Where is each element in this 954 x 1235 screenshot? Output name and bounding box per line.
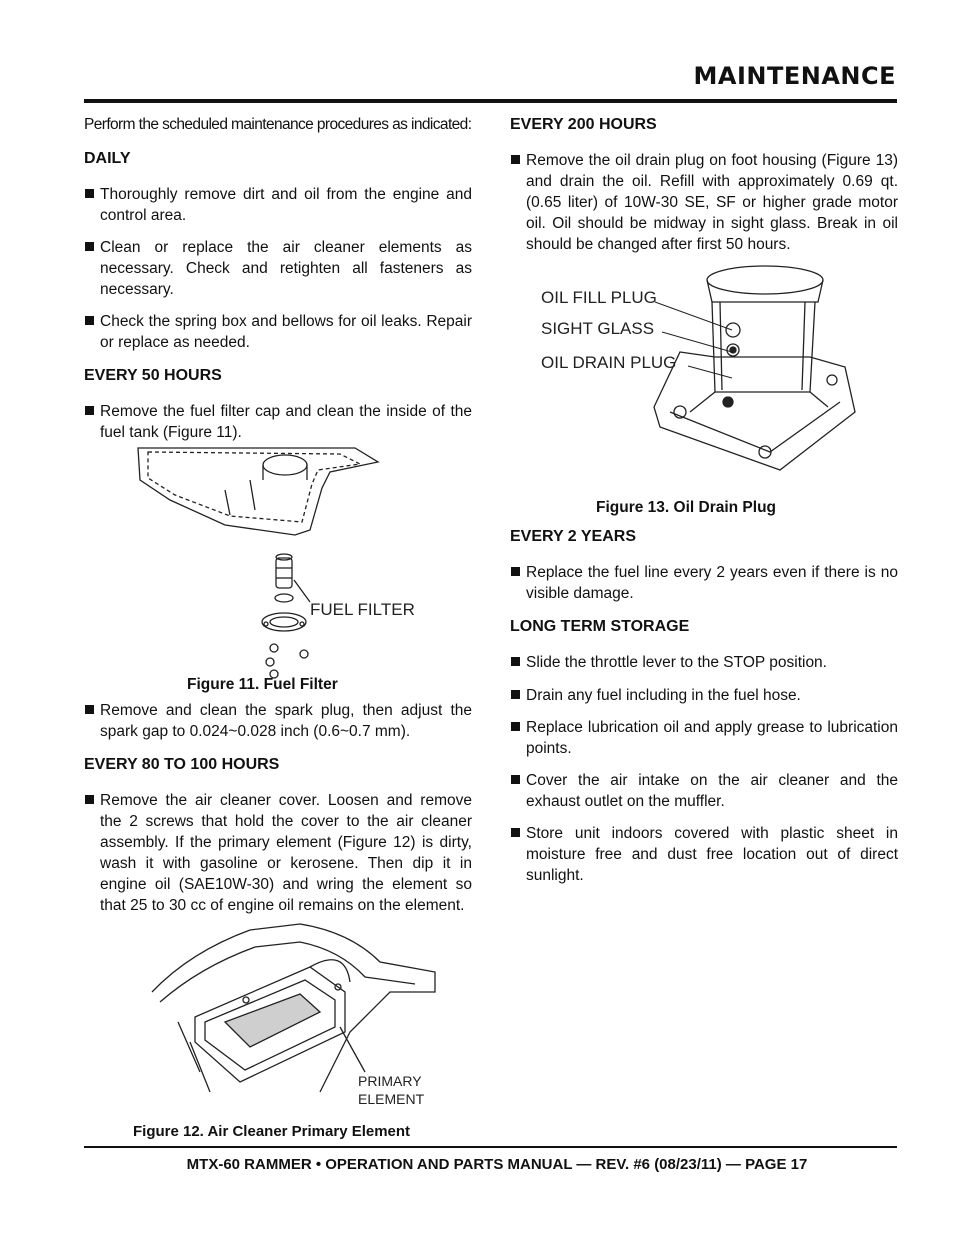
left-column-lower	[84, 700, 472, 916]
every-80-heading: EVERY 80 TO 100 HOURS	[84, 756, 280, 773]
left-column	[84, 114, 472, 443]
list-item: Cover the air intake on the air cleaner and the exhaust outlet on the muffler.	[510, 770, 898, 812]
figure-11-caption: Figure 11. Fuel Filter	[187, 676, 338, 693]
header-rule	[84, 99, 897, 103]
bullet-icon	[511, 722, 520, 731]
bullet-icon	[85, 705, 94, 714]
list-item: Remove the oil drain plug on foot housing (Figure 13) and drain the oil. Refill with approximately 0.69 qt. (0.65 liter) of 10W-30 SE, SF or higher grade motor oil. Oil should be midway in sight glass. Break in oil should be changed after first 50 hours.	[510, 150, 898, 255]
list-item: Store unit indoors covered with plastic sheet in moisture free and dust free location out of direct sunlight.	[510, 823, 898, 886]
list-item: Remove and clean the spark plug, then adjust the spark gap to 0.024~0.028 inch (0.6~0.7 mm).	[84, 700, 472, 742]
every-200-heading: EVERY 200 HOURS	[510, 116, 657, 133]
every-2-years-heading: EVERY 2 YEARS	[510, 528, 636, 545]
sight-glass-label: SIGHT GLASS	[541, 319, 655, 338]
figure-13-caption: Figure 13. Oil Drain Plug	[596, 499, 777, 516]
bullet-icon	[85, 406, 94, 415]
list-item: Replace lubrication oil and apply grease to lubrication points.	[510, 717, 898, 759]
page-footer: MTX-60 RAMMER • OPERATION AND PARTS MANUAL — REV. #6 (08/23/11) — PAGE 17	[186, 1156, 808, 1173]
fuel-filter-label: FUEL FILTER	[310, 600, 415, 619]
list-item: Drain any fuel including in the fuel hose.	[510, 685, 898, 706]
daily-heading: DAILY	[84, 150, 131, 167]
right-column	[510, 114, 898, 255]
footer-rule	[84, 1146, 897, 1148]
bullet-icon	[511, 690, 520, 699]
bullet-icon	[511, 828, 520, 837]
primary-element-label: PRIMARY ELEMENT	[358, 1073, 425, 1107]
figure-12-caption: Figure 12. Air Cleaner Primary Element	[133, 1123, 411, 1140]
list-item: Clean or replace the air cleaner elements as necessary. Check and retighten all fasteners as necessary.	[84, 237, 472, 300]
list-item: Check the spring box and bellows for oil leaks. Repair or replace as needed.	[84, 311, 472, 353]
fuel-tank-illustration	[130, 440, 430, 680]
list-item: Replace the fuel line every 2 years even if there is no visible damage.	[510, 562, 898, 604]
every-50-heading: EVERY 50 HOURS	[84, 367, 222, 384]
list-item: Remove the air cleaner cover. Loosen and remove the 2 screws that hold the cover to the air cleaner assembly. If the primary element (Figure 12) is dirty, wash it with gasoline or kerosene. Then dip it in engine oil (SAE10W-30) and wring the element so that 25 to 30 cc of engine oil remains on the element.	[84, 790, 472, 916]
list-item: Slide the throttle lever to the STOP position.	[510, 652, 898, 673]
intro-text: Perform the scheduled maintenance procedures as indicated:	[84, 116, 472, 133]
bullet-icon	[85, 316, 94, 325]
bullet-icon	[511, 155, 520, 164]
oil-fill-plug-label: OIL FILL PLUG	[541, 288, 657, 307]
bullet-icon	[511, 657, 520, 666]
right-column-lower	[510, 526, 898, 886]
long-term-storage-heading: LONG TERM STORAGE	[510, 618, 690, 635]
list-item: Remove the fuel filter cap and clean the inside of the fuel tank (Figure 11).	[84, 401, 472, 443]
bullet-icon	[85, 242, 94, 251]
list-item: Thoroughly remove dirt and oil from the engine and control area.	[84, 184, 472, 226]
bullet-icon	[511, 567, 520, 576]
oil-drain-plug-label: OIL DRAIN PLUG	[541, 353, 677, 372]
page-title: MAINTENANCE	[693, 62, 896, 90]
bullet-icon	[511, 775, 520, 784]
bullet-icon	[85, 795, 94, 804]
bullet-icon	[85, 189, 94, 198]
